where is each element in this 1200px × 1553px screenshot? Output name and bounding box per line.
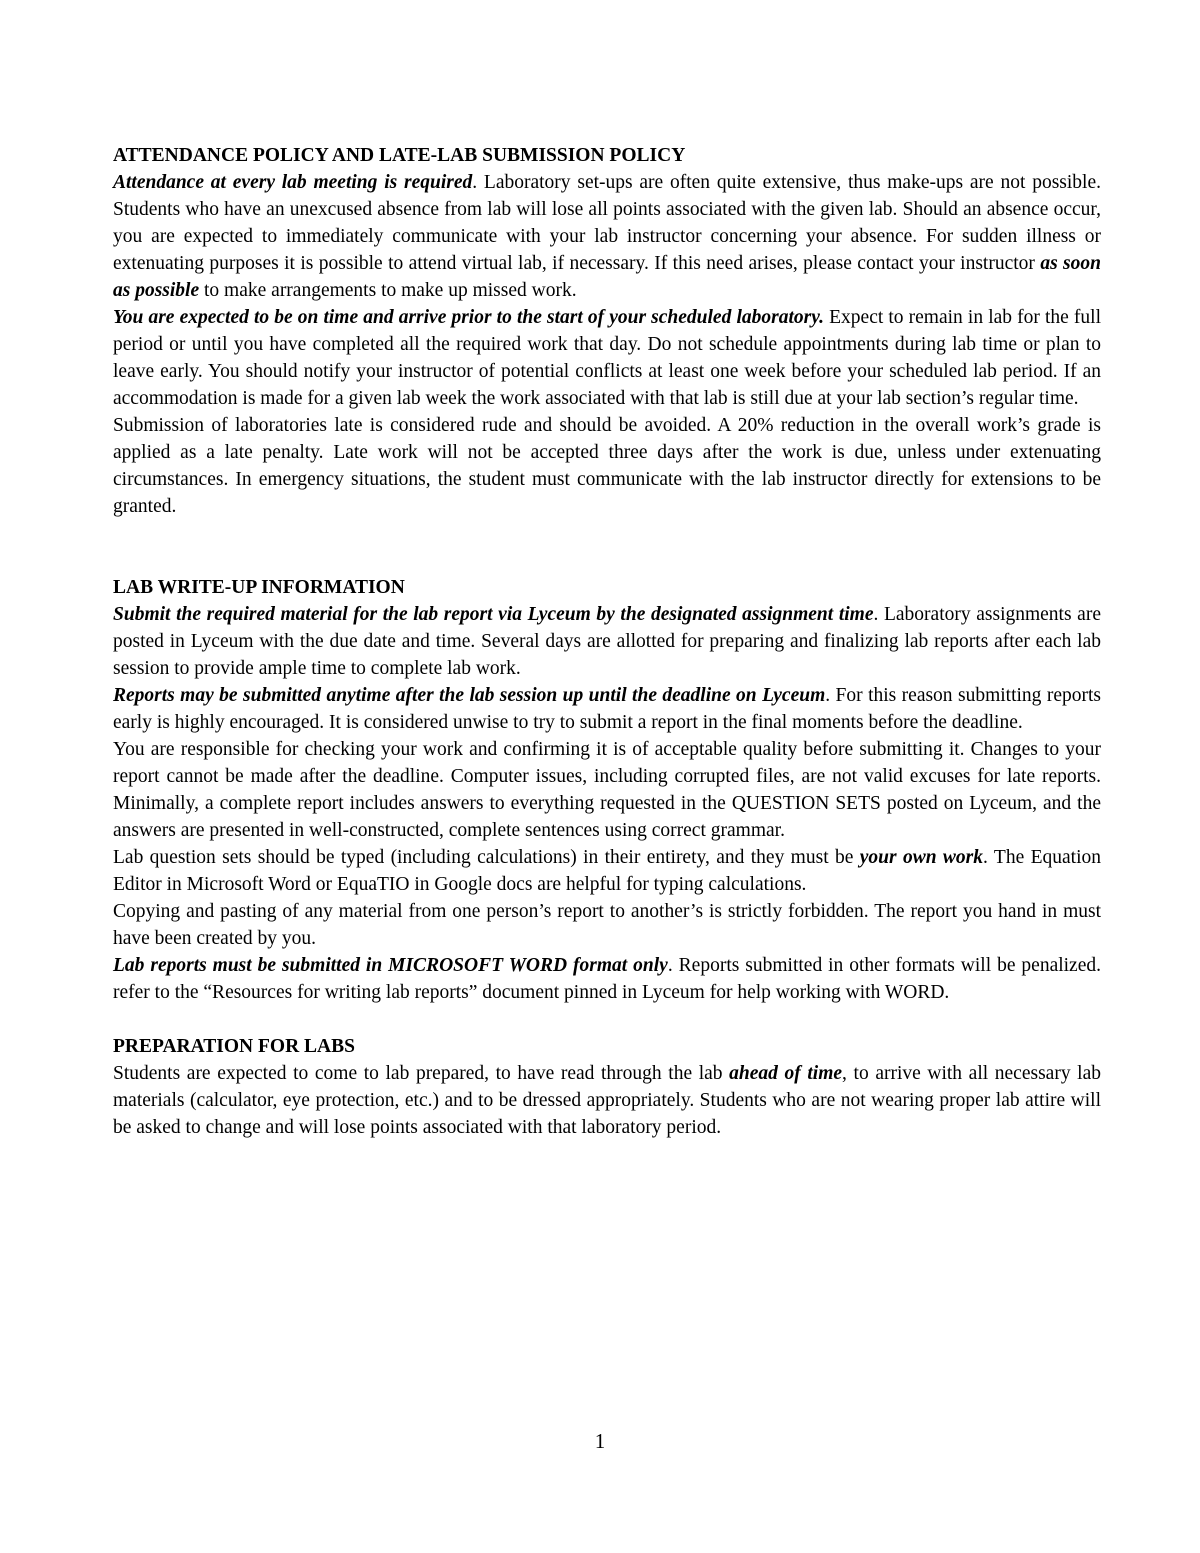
body-text: , to arrive with all necessary lab materials (calculator, eye protection, etc.) and to be dressed appropriately. Students who are not wearing proper lab attire will be asked to change and will lose points associated with that laboratory period. bbox=[113, 1063, 1102, 1138]
emphasis-text: Reports may be submitted anytime after the lab session up until the deadline on Lyceum bbox=[113, 685, 826, 706]
body-text: Expect to remain in lab for the full period or until you have completed all the required work that day. Do not schedule appointments during lab time or plan to leave early. You should notify your instructor of potential conflicts at least one week before your scheduled lab period. If an accommodation is made for a given lab week the work associated with that lab is still due at your lab section’s regular time. bbox=[113, 307, 1101, 409]
section-heading-lab-write-up: LAB WRITE-UP INFORMATION bbox=[113, 577, 405, 598]
section-heading-attendance: ATTENDANCE POLICY AND LATE-LAB SUBMISSION POLICY bbox=[113, 145, 686, 166]
paragraph bbox=[113, 736, 1101, 844]
body-text: . Reports submitted in other formats will be penalized. refer to the “Resources for writing lab reports” document pinned in Lyceum for help working with WORD. bbox=[113, 955, 1101, 1003]
body-text: Students are expected to come to lab prepared, to have read through the lab bbox=[113, 1063, 730, 1084]
section-spacer bbox=[113, 520, 1101, 574]
body-text: Copying and pasting of any material from one person’s report to another’s is strictly forbidden. The report you hand in must have been created by you. bbox=[113, 901, 1101, 949]
document-body bbox=[113, 142, 1101, 1141]
paragraph bbox=[113, 304, 1101, 412]
body-text: Lab question sets should be typed (including calculations) in their entirety, and they must be bbox=[113, 847, 860, 868]
paragraph bbox=[113, 898, 1101, 952]
paragraph bbox=[113, 844, 1101, 898]
paragraph bbox=[113, 682, 1101, 736]
body-text: You are responsible for checking your work and confirming it is of acceptable quality before submitting it. Changes to your report cannot be made after the deadline. Computer issues, including corrupted files, are not valid excuses for late reports. Minimally, a complete report includes answers to everything requested in the QUESTION SETS posted on Lyceum, and the answers are presented in well-constructed, complete sentences using correct grammar. bbox=[113, 739, 1101, 841]
section-heading-preparation: PREPARATION FOR LABS bbox=[113, 1036, 355, 1057]
emphasis-text: You are expected to be on time and arrive prior to the start of your scheduled laboratory. bbox=[113, 307, 825, 328]
paragraph bbox=[113, 952, 1101, 1006]
body-text: . Laboratory set-ups are often quite extensive, thus make-ups are not possible. Students who have an unexcused absence from lab will lose all points associated with the given lab. Should an absence occur, you are expected to immediately communicate with your lab instructor concerning your absence. For sudden illness or extenuating purposes it is possible to attend virtual lab, if necessary. If this need arises, please contact your instructor bbox=[113, 172, 1101, 274]
paragraph bbox=[113, 1060, 1101, 1141]
body-text: . The Equation Editor in Microsoft Word or EquaTIO in Google docs are helpful for typing calculations. bbox=[113, 847, 1101, 895]
emphasis-text: Attendance at every lab meeting is required bbox=[113, 172, 473, 193]
body-text: Submission of laboratories late is considered rude and should be avoided. A 20% reduction in the overall work’s grade is applied as a late penalty. Late work will not be accepted three days after the work is due, unless under extenuating circumstances. In emergency situations, the student must communicate with the lab instructor directly for extensions to be granted. bbox=[113, 415, 1101, 517]
body-text: . For this reason submitting reports early is highly encouraged. It is considered unwise to try to submit a report in the final moments before the deadline. bbox=[113, 685, 1101, 733]
emphasis-text: ahead of time bbox=[729, 1063, 843, 1084]
paragraph bbox=[113, 169, 1101, 304]
paragraph bbox=[113, 412, 1101, 520]
emphasis-text: your own work bbox=[859, 847, 984, 868]
body-text: . Laboratory assignments are posted in Lyceum with the due date and time. Several days are allotted for preparing and finalizing lab reports after each lab session to provide ample time to complete lab work. bbox=[113, 604, 1101, 679]
emphasis-text: Submit the required material for the lab report via Lyceum by the designated assignment time bbox=[113, 604, 874, 625]
body-text: to make arrangements to make up missed work. bbox=[199, 280, 577, 301]
emphasis-text: as soon as possible bbox=[113, 253, 1101, 301]
emphasis-text: Lab reports must be submitted in MICROSOFT WORD format only bbox=[113, 955, 668, 976]
paragraph bbox=[113, 601, 1101, 682]
page-number: 1 bbox=[594, 1429, 606, 1453]
section-spacer bbox=[113, 1006, 1101, 1033]
